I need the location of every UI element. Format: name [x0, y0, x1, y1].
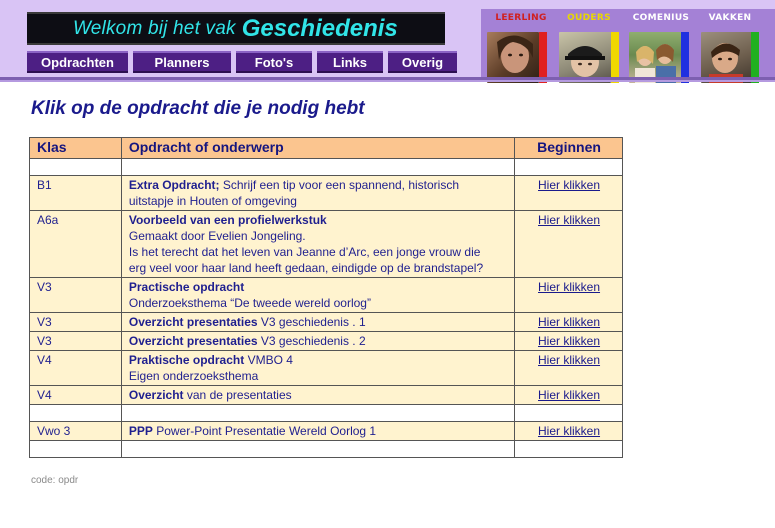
tile-leerling-label: LEERLING [495, 12, 547, 23]
onderwerp-cell [121, 422, 514, 441]
hier-klikken-link[interactable]: Hier klikken [538, 178, 601, 192]
beginnen-cell [515, 211, 623, 278]
table-cell-empty [121, 405, 514, 422]
onderwerp-title: Voorbeeld van een profielwerkstuk [128, 213, 327, 227]
onderwerp-cell [121, 332, 514, 351]
klas-cell: Vwo 3 [30, 422, 122, 441]
onderwerp-text: erg veel voor haar land heeft gedaan, eindigde op de brandstapel? [128, 261, 484, 275]
beginnen-cell [515, 313, 623, 332]
col-header-klas: Klas [30, 138, 122, 159]
table-cell-empty [515, 405, 623, 422]
klas-cell: V3 [30, 313, 122, 332]
onderwerp-title: Overzicht presentaties [128, 315, 258, 329]
onderwerp-text: Power-Point Presentatie Wereld Oorlog 1 [152, 424, 377, 438]
main-nav [27, 51, 457, 73]
ouders-color-bar [611, 32, 619, 83]
onderwerp-text: uitstapje in Houten of omgeving [128, 194, 297, 208]
onderwerp-text: V3 geschiedenis . 1 [257, 315, 366, 329]
beginnen-cell [515, 386, 623, 405]
header-divider-light [0, 80, 775, 82]
comenius-color-bar [681, 32, 689, 83]
hier-klikken-link[interactable]: Hier klikken [538, 213, 601, 227]
nav-planners-button[interactable]: Planners [133, 51, 231, 73]
beginnen-cell [515, 176, 623, 211]
assignments-table [29, 137, 623, 458]
nav-links-button[interactable]: Links [317, 51, 383, 73]
table-cell-empty [515, 441, 623, 458]
table-cell-empty [30, 441, 122, 458]
title-subject: Geschiedenis [241, 14, 398, 42]
site-title-banner [27, 12, 445, 45]
tile-vakken-label: VAKKEN [708, 12, 752, 23]
hier-klikken-link[interactable]: Hier klikken [538, 334, 601, 348]
onderwerp-title: PPP [128, 424, 153, 438]
table-header-row [30, 138, 623, 159]
leerling-color-bar [539, 32, 547, 83]
table-row [30, 313, 623, 332]
onderwerp-title: Practische opdracht [128, 280, 245, 294]
klas-cell: V4 [30, 351, 122, 386]
klas-cell: B1 [30, 176, 122, 211]
beginnen-cell [515, 351, 623, 386]
onderwerp-cell [121, 351, 514, 386]
onderwerp-cell [121, 313, 514, 332]
table-row [30, 422, 623, 441]
klas-cell: V3 [30, 278, 122, 313]
page-code-note: code: opdr [31, 475, 79, 486]
nav-overig-button[interactable]: Overig [388, 51, 457, 73]
site-header [0, 0, 775, 80]
table-cell-empty [121, 441, 514, 458]
onderwerp-text: Is het terecht dat het leven van Jeanne d’Arc, een jonge vrouw die [128, 245, 481, 259]
vakken-photo [701, 32, 753, 83]
onderwerp-text: V3 geschiedenis . 2 [257, 334, 366, 348]
table-cell-empty [121, 159, 514, 176]
onderwerp-text: Schrijf een tip voor een spannend, historisch [219, 178, 460, 192]
title-prefix: Welkom bij het vak [73, 17, 236, 39]
hier-klikken-link[interactable]: Hier klikken [538, 315, 601, 329]
vakken-color-bar [751, 32, 759, 83]
table-cell-empty [515, 159, 623, 176]
onderwerp-title: Praktische opdracht [128, 353, 245, 367]
onderwerp-cell [121, 386, 514, 405]
page-title: Klik op de opdracht die je nodig hebt [31, 98, 365, 119]
table-row-empty [30, 441, 623, 458]
hier-klikken-link[interactable]: Hier klikken [538, 424, 601, 438]
onderwerp-cell [121, 278, 514, 313]
table-row [30, 211, 623, 278]
comenius-photo [629, 32, 681, 83]
tile-comenius-label: COMENIUS [632, 12, 690, 23]
table-row [30, 351, 623, 386]
klas-cell: V4 [30, 386, 122, 405]
nav-opdrachten-button[interactable]: Opdrachten [27, 51, 128, 73]
col-header-beginnen: Beginnen [515, 138, 623, 159]
onderwerp-title: Overzicht presentaties [128, 334, 258, 348]
table-row-empty [30, 405, 623, 422]
section-tiles [481, 9, 775, 77]
beginnen-cell [515, 332, 623, 351]
table-cell-empty [30, 405, 122, 422]
tile-ouders-label: OUDERS [567, 12, 611, 23]
onderwerp-text: Eigen onderzoeksthema [128, 369, 259, 383]
hier-klikken-link[interactable]: Hier klikken [538, 353, 601, 367]
table-row [30, 386, 623, 405]
onderwerp-title: Overzicht [128, 388, 184, 402]
beginnen-cell [515, 278, 623, 313]
table-row [30, 332, 623, 351]
ouders-photo [559, 32, 611, 83]
onderwerp-cell [121, 211, 514, 278]
klas-cell: V3 [30, 332, 122, 351]
hier-klikken-link[interactable]: Hier klikken [538, 280, 601, 294]
table-cell-empty [30, 159, 122, 176]
onderwerp-cell [121, 176, 514, 211]
onderwerp-title: Extra Opdracht; [128, 178, 220, 192]
table-row [30, 176, 623, 211]
onderwerp-text: VMBO 4 [244, 353, 293, 367]
leerling-photo [487, 32, 539, 83]
hier-klikken-link[interactable]: Hier klikken [538, 388, 601, 402]
table-row [30, 278, 623, 313]
nav-fotos-button[interactable]: Foto's [236, 51, 312, 73]
onderwerp-text: van de presentaties [183, 388, 292, 402]
col-header-opdracht: Opdracht of onderwerp [121, 138, 514, 159]
table-row-empty [30, 159, 623, 176]
onderwerp-text: Gemaakt door Evelien Jongeling. [128, 229, 306, 243]
onderwerp-text: Onderzoeksthema “De tweede wereld oorlog” [128, 296, 371, 310]
beginnen-cell [515, 422, 623, 441]
klas-cell: A6a [30, 211, 122, 278]
